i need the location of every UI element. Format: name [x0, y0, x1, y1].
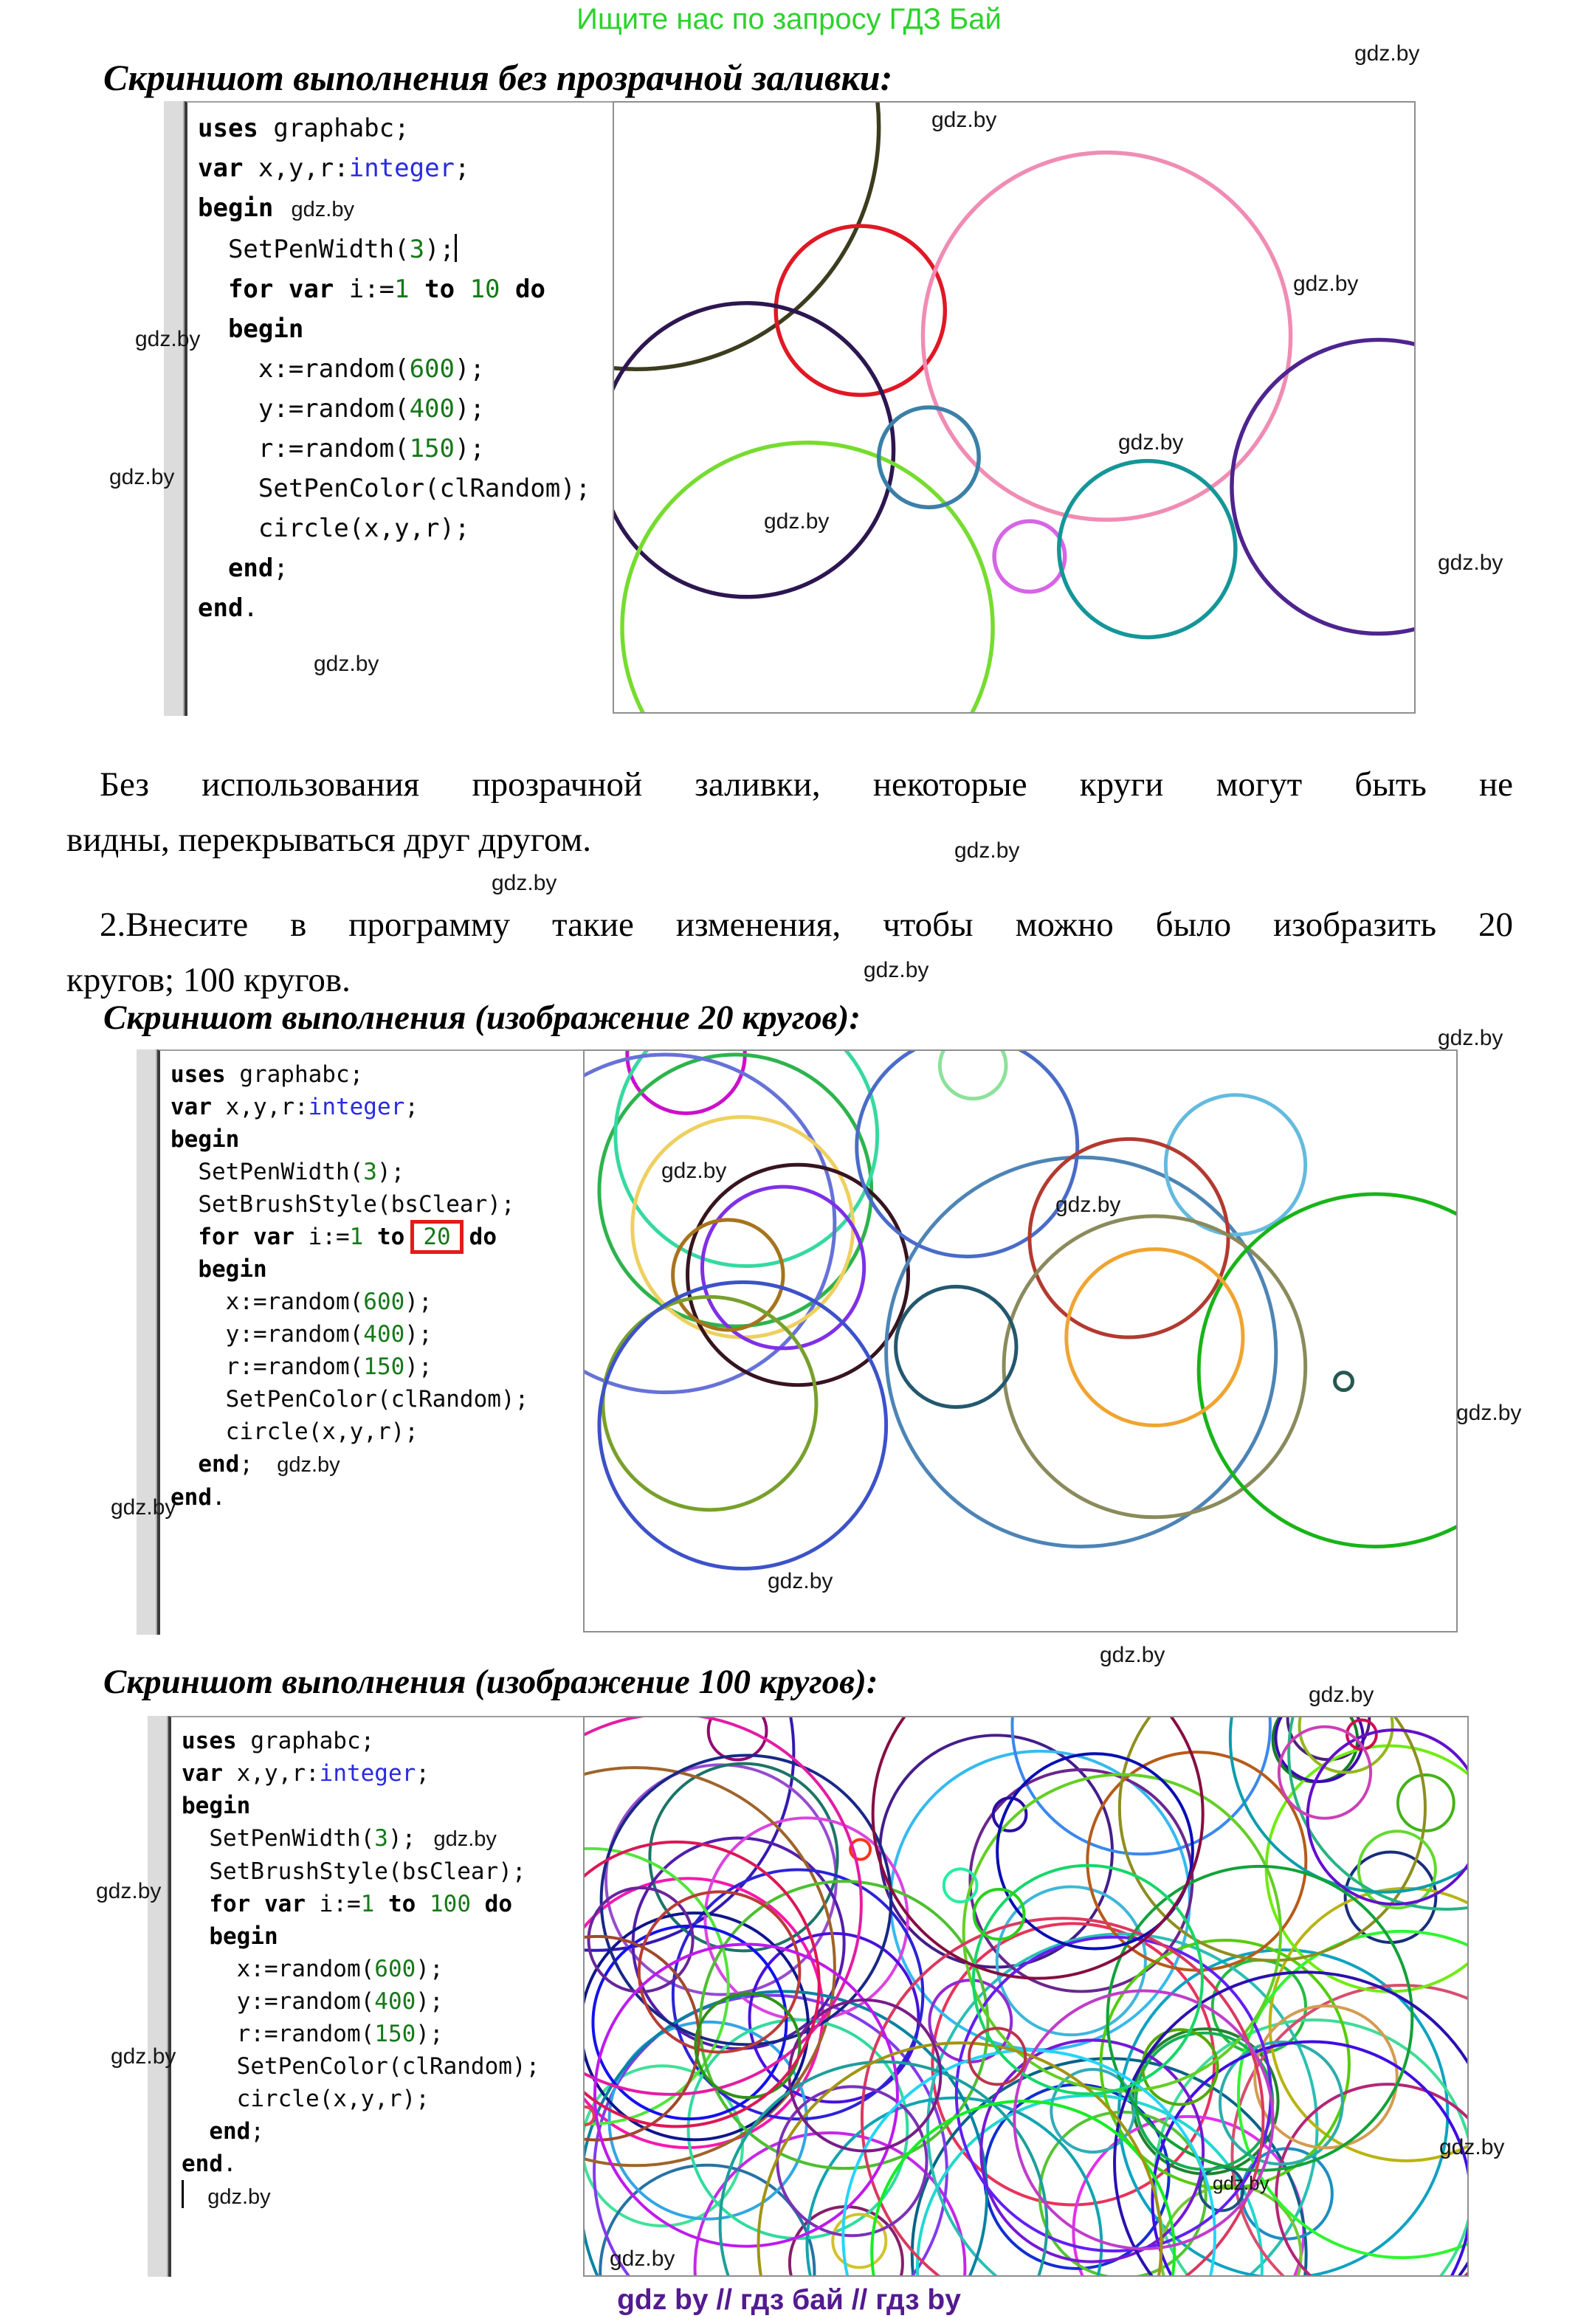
circle	[688, 1165, 909, 1385]
code-line	[170, 1156, 583, 1188]
code-token: x,y,r:	[223, 1760, 320, 1787]
code-token: 1	[394, 275, 410, 304]
code-line	[170, 1058, 583, 1091]
code-token: end	[198, 1451, 240, 1478]
code-token: ;	[250, 2118, 264, 2145]
code-line	[198, 309, 613, 349]
code-token: 150	[409, 434, 455, 463]
code-token: end	[227, 554, 274, 583]
watermark-text: gdz.by	[1293, 272, 1359, 296]
footer-links: gdz by // гдз бай // гдз by	[617, 2284, 961, 2316]
circle	[1267, 1746, 1467, 1992]
code-token: 3	[374, 1825, 388, 1852]
code-token: do	[469, 1224, 497, 1250]
code-token: y:=random(	[198, 394, 410, 424]
code-token: end	[182, 2151, 223, 2177]
code-token	[198, 275, 228, 304]
code-token: to	[388, 1891, 416, 1917]
code-token: i:=	[306, 1891, 361, 1917]
code-line	[198, 548, 613, 588]
code-token: circle(x,y,r);	[182, 2086, 430, 2112]
code-token: SetBrushStyle(bsClear);	[170, 1191, 515, 1218]
circle	[776, 226, 945, 395]
code-token: do	[515, 275, 545, 304]
editor-gutter	[148, 1716, 168, 2277]
code-token: 400	[374, 1988, 416, 2015]
code-token: uses	[198, 114, 258, 143]
watermark-text: gdz.by	[314, 652, 379, 676]
watermark-text: gdz.by	[1213, 2172, 1269, 2194]
code-line	[170, 1091, 583, 1123]
code-token: );	[455, 434, 485, 463]
watermark-text: gdz.by	[273, 198, 354, 221]
code-token: SetPenWidth(	[182, 1825, 375, 1852]
code-token: SetBrushStyle(bsClear);	[182, 1858, 526, 1885]
circle	[1255, 2006, 1397, 2148]
watermark-text: gdz.by	[864, 958, 929, 982]
code-line	[170, 1351, 583, 1383]
watermark-text: gdz.by	[1100, 1643, 1165, 1667]
code-token: begin	[170, 1126, 240, 1153]
watermark-text: gdz.by	[184, 2185, 271, 2209]
code-token: i:=	[294, 1224, 350, 1250]
screenshot-window-2	[137, 1049, 1458, 1635]
code-token	[198, 554, 228, 583]
code-token: SetPenColor(clRandom);	[182, 2053, 540, 2080]
code-line	[182, 1953, 583, 1985]
code-line	[170, 1253, 583, 1286]
circle	[1335, 1373, 1353, 1390]
circle	[1004, 1216, 1306, 1517]
code-token: r:=random(	[182, 2021, 375, 2047]
code-line	[170, 1448, 583, 1481]
code-token	[250, 1891, 264, 1917]
code-token: var	[182, 1760, 223, 1787]
paragraph-line: 2.Внесите в программу такие изменения, чтобы можно было изобразить 20	[100, 906, 1513, 944]
code-line	[182, 2018, 583, 2050]
code-token: ;	[416, 1760, 430, 1787]
code-token: var	[264, 1891, 306, 1917]
code-token: graphabc;	[258, 114, 410, 143]
code-token: var	[288, 275, 334, 304]
watermark-text: gdz.by	[109, 465, 175, 489]
screenshot-window-1	[164, 101, 1416, 716]
paragraph-line: видны, перекрываться друг другом.	[66, 821, 592, 860]
code-line	[182, 2083, 583, 2115]
code-token: begin	[227, 314, 304, 344]
paragraph-line: Без использования прозрачной заливки, некоторые круги могут быть не	[100, 765, 1513, 804]
code-token: 3	[409, 235, 425, 264]
code-token: 3	[363, 1159, 377, 1185]
code-token: SetPenWidth(	[198, 235, 410, 264]
code-token: uses	[182, 1728, 237, 1754]
watermark-text: gdz.by	[111, 2044, 176, 2069]
code-token: );	[455, 394, 485, 424]
circle	[974, 1889, 1024, 1939]
code-token: begin	[198, 1256, 267, 1283]
code-token: );	[455, 354, 485, 384]
paragraph-line: кругов; 100 кругов.	[66, 961, 351, 1000]
heading-no-transparent-fill: Скриншот выполнения без прозрачной заливки:	[103, 57, 893, 98]
code-token: r:=random(	[198, 434, 410, 463]
code-token: ;	[273, 554, 289, 583]
code-token: uses	[170, 1061, 226, 1088]
code-line	[182, 2050, 583, 2083]
watermark-text: gdz.by	[768, 1569, 833, 1593]
text-cursor	[455, 234, 457, 262]
code-token	[170, 1224, 198, 1250]
code-line	[198, 230, 613, 269]
code-token: );	[416, 1956, 444, 1982]
code-token: i:=	[334, 275, 395, 304]
watermark-text: gdz.by	[492, 871, 557, 895]
code-token: );	[376, 1159, 405, 1185]
code-token: 150	[374, 2021, 416, 2047]
code-line	[182, 2148, 583, 2180]
circle	[1232, 339, 1414, 633]
code-token: 1	[360, 1891, 375, 1917]
circles-drawing	[585, 1717, 1467, 2275]
circle	[940, 1051, 1006, 1099]
code-token: r:=random(	[170, 1354, 364, 1380]
circle	[1165, 1095, 1305, 1235]
watermark-text: gdz.by	[610, 2247, 675, 2271]
code-token: for	[198, 1224, 240, 1250]
code-token: SetPenColor(clRandom);	[170, 1386, 529, 1413]
code-token: end	[209, 2118, 251, 2145]
code-token	[182, 1891, 209, 1917]
code-line	[170, 1481, 583, 1514]
circle	[857, 1051, 1078, 1257]
watermark-text: gdz.by	[1309, 1683, 1374, 1707]
code-line	[198, 269, 613, 309]
code-token: var	[198, 154, 244, 183]
code-token: begin	[209, 1923, 278, 1950]
code-token: 600	[363, 1289, 405, 1315]
code-line	[170, 1188, 583, 1221]
code-token: .	[243, 593, 258, 623]
code-token: graphabc;	[225, 1061, 364, 1088]
code-line	[182, 2115, 583, 2148]
promo-banner-text: Ищите нас по запросу ГДЗ Бай	[576, 3, 1002, 35]
watermark-text: gdz.by	[931, 108, 997, 132]
code-token: 150	[363, 1354, 405, 1380]
code-line	[182, 1790, 583, 1822]
code-token: var	[170, 1094, 212, 1120]
code-token: .	[212, 1484, 226, 1511]
watermark-text: gdz.by	[96, 1879, 162, 1903]
code-token	[182, 1923, 209, 1950]
watermark-text: gdz.by	[1438, 1026, 1503, 1050]
code-token: var	[253, 1224, 294, 1250]
editor-gutter	[164, 101, 185, 716]
code-token: y:=random(	[170, 1321, 364, 1348]
paragraph-task-2	[66, 897, 1513, 1008]
code-token: 400	[409, 394, 455, 424]
code-token: begin	[182, 1793, 251, 1819]
circle	[994, 521, 1065, 592]
code-editor-1	[185, 101, 613, 716]
code-line	[170, 1383, 583, 1416]
code-token	[410, 275, 424, 304]
screenshot-window-3	[148, 1716, 1469, 2277]
code-token: ;	[404, 1094, 418, 1120]
code-token	[182, 2118, 209, 2145]
code-token: );	[416, 2021, 444, 2047]
code-token: 600	[409, 354, 455, 384]
code-line	[170, 1221, 583, 1253]
code-token: x,y,r:	[243, 154, 349, 183]
watermark-text: gdz.by	[1055, 1193, 1121, 1217]
watermark-text: gdz.by	[135, 327, 201, 351]
code-token	[471, 1891, 485, 1917]
code-token: );	[424, 235, 455, 264]
code-line	[198, 508, 613, 548]
code-line	[182, 1888, 583, 1920]
code-token	[170, 1256, 198, 1283]
code-token	[170, 1451, 198, 1478]
code-token	[416, 1891, 430, 1917]
watermark-text: gdz.by	[954, 838, 1020, 863]
code-token: 1	[349, 1224, 364, 1250]
watermark-text: gdz.by	[416, 1827, 497, 1851]
code-editor-3	[168, 1716, 583, 2277]
code-line	[170, 1318, 583, 1351]
code-token: );	[404, 1321, 433, 1348]
watermark-text: gdz.by	[111, 1495, 176, 1520]
watermark-text: gdz.by	[1354, 41, 1420, 66]
code-token: end	[198, 593, 244, 623]
code-token: integer	[348, 154, 455, 183]
code-token: circle(x,y,r);	[198, 514, 470, 543]
circle	[709, 1717, 767, 1760]
graphics-canvas-100-circles	[583, 1716, 1469, 2277]
graphics-canvas-20-circles	[583, 1049, 1458, 1632]
code-token	[198, 314, 228, 344]
code-line	[182, 1725, 583, 1757]
circles-drawing	[585, 1051, 1456, 1631]
code-token: ;	[239, 1451, 253, 1478]
code-line	[170, 1416, 583, 1448]
code-token: 100	[430, 1891, 471, 1917]
code-line	[198, 588, 613, 628]
code-token	[239, 1224, 253, 1250]
highlighted-loop-count: 20	[410, 1220, 463, 1254]
code-line	[182, 1920, 583, 1953]
circle	[627, 1051, 745, 1114]
circle	[1067, 1249, 1243, 1426]
code-line	[198, 108, 613, 148]
code-token: begin	[198, 193, 274, 223]
code-token: integer	[308, 1094, 405, 1120]
code-token: );	[416, 1988, 444, 2015]
code-line	[198, 389, 613, 429]
code-token	[500, 275, 515, 304]
code-token: x,y,r:	[212, 1094, 309, 1120]
code-token: ;	[455, 154, 470, 183]
code-token: for	[209, 1891, 251, 1917]
code-token: y:=random(	[182, 1988, 375, 2015]
code-token: );	[387, 1825, 416, 1852]
watermark-text: gdz.by	[1456, 1401, 1522, 1425]
heading-20-circles: Скриншот выполнения (изображение 20 кругов):	[103, 999, 861, 1037]
circle	[614, 103, 879, 369]
code-line	[182, 1985, 583, 2018]
circle	[896, 1286, 1016, 1407]
code-line	[198, 188, 613, 230]
paragraph-transparency-note	[66, 757, 1513, 868]
code-token	[374, 1891, 388, 1917]
code-token: x:=random(	[170, 1289, 364, 1315]
code-line	[182, 1757, 583, 1790]
code-token: do	[484, 1891, 512, 1917]
code-token: 10	[469, 275, 500, 304]
code-token	[363, 1224, 377, 1250]
circle	[1059, 461, 1236, 638]
circle	[1030, 1139, 1228, 1337]
watermark-text: gdz.by	[661, 1159, 727, 1183]
graphics-canvas-10-circles	[613, 101, 1416, 714]
circles-drawing	[614, 103, 1414, 712]
code-token: circle(x,y,r);	[170, 1418, 418, 1445]
circle	[700, 1881, 988, 2168]
circle	[833, 2214, 886, 2267]
code-token: integer	[319, 1760, 416, 1787]
code-line	[198, 349, 613, 389]
code-token: .	[223, 2151, 237, 2177]
editor-gutter	[137, 1049, 157, 1635]
code-line	[182, 1855, 583, 1888]
code-token: 400	[363, 1321, 405, 1348]
watermark-text: gdz.by	[1439, 2135, 1505, 2159]
code-token: graphabc;	[236, 1728, 375, 1754]
code-token: to	[424, 275, 455, 304]
code-token: SetPenWidth(	[170, 1159, 364, 1185]
code-token: x:=random(	[198, 354, 410, 384]
code-line	[182, 1822, 583, 1855]
code-line	[170, 1123, 583, 1156]
code-token: x:=random(	[182, 1956, 375, 1982]
watermark-text: gdz.by	[764, 509, 830, 534]
code-token	[273, 275, 288, 304]
watermark-text: gdz.by	[1438, 551, 1503, 575]
watermark-text: gdz.by	[253, 1453, 340, 1477]
code-token: for	[227, 275, 274, 304]
code-line	[198, 148, 613, 188]
heading-100-circles: Скриншот выполнения (изображение 100 кругов):	[103, 1663, 878, 1701]
code-line	[198, 469, 613, 508]
code-token: 600	[374, 1956, 416, 1982]
code-line	[170, 1286, 583, 1318]
code-line	[182, 2180, 583, 2213]
code-line	[198, 429, 613, 469]
circle	[622, 443, 993, 712]
watermark-text: gdz.by	[1118, 430, 1184, 455]
code-token: end	[170, 1484, 212, 1511]
code-editor-2	[157, 1049, 583, 1635]
code-token: SetPenColor(clRandom);	[198, 474, 591, 503]
code-token: );	[404, 1289, 433, 1315]
code-token: );	[404, 1354, 433, 1380]
code-token	[455, 275, 469, 304]
code-token: to	[377, 1224, 405, 1250]
